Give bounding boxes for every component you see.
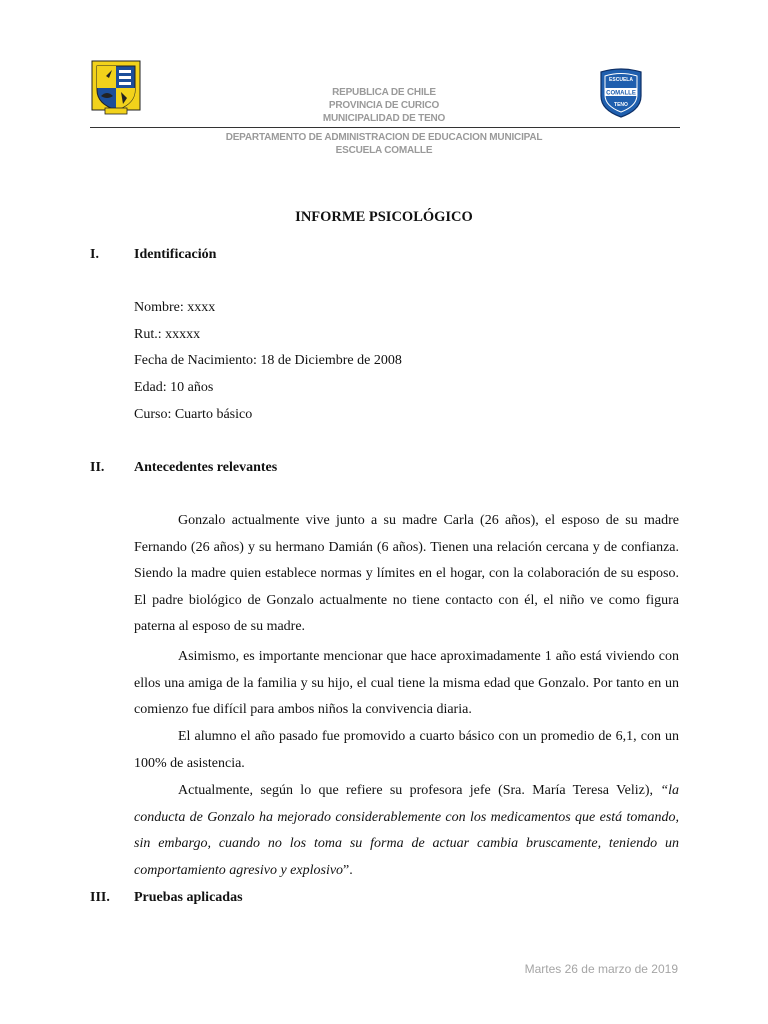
header-divider [90, 127, 680, 128]
field-edad: Edad: 10 años [134, 380, 214, 395]
teacher-quote-end: ”. [343, 862, 353, 878]
badge-mid-text: COMALLE [606, 90, 636, 97]
header-country: REPUBLICA DE CHILE [332, 87, 436, 98]
section-2-title: Antecedentes relevantes [134, 460, 278, 475]
field-rut: Rut.: xxxxx [134, 327, 201, 342]
teacher-report-intro: Actualmente, según lo que refiere su profesora jefe (Sra. María Teresa Veliz), [178, 783, 661, 798]
footer-date: Martes 26 de marzo de 2019 [524, 962, 678, 976]
header-province: PROVINCIA DE CURICO [328, 100, 440, 111]
section-1-title: Identificación [134, 247, 217, 262]
paragraph-academic: El alumno el año pasado fue promovido a cuarto básico con un promedio de 6,1, con un 100% de asistencia. [134, 729, 679, 771]
section-3-number: III. [90, 890, 110, 905]
badge-top-text: ESCUELA [609, 77, 633, 83]
section-3-title: Pruebas aplicadas [134, 890, 243, 905]
section-1-number: I. [90, 247, 99, 262]
field-nombre: Nombre: xxxx [134, 300, 216, 315]
document-title: INFORME PSICOLÓGICO [295, 209, 473, 225]
paragraph-cohabitation: Asimismo, es importante mencionar que hace aproximadamente 1 año está viviendo con ellos una amiga de la familia y su hijo, el cual tiene la misma edad que Gonzalo. Por tanto en un comienzo fue difícil para ambos niños la convivencia diaria. [134, 649, 679, 718]
badge-bottom-text: TENO [614, 102, 628, 108]
header-school: ESCUELA COMALLE [335, 145, 433, 156]
section-2-number: II. [90, 460, 105, 475]
header-department: DEPARTAMENTO DE ADMINISTRACION DE EDUCACION MUNICIPAL [225, 132, 543, 143]
field-curso: Curso: Cuarto básico [134, 407, 253, 422]
header-municipality: MUNICIPALIDAD DE TENO [322, 113, 446, 124]
teacher-quote: “la conducta de Gonzalo ha mejorado considerablemente con los medicamentos que está tomando, sin embargo, cuando no los toma su forma de actuar cambia bruscamente, teniendo un comportamiento agresivo y explosivo [134, 783, 679, 878]
paragraph-family: Gonzalo actualmente vive junto a su madre Carla (26 años), el esposo de su madre Fernando (26 años) y su hermano Damián (6 años). Tienen una relación cercana y de confianza. Siendo la madre quien establece normas y límites en el hogar, con la colaboración de su esposo. El padre biológico de Gonzalo actualmente no tiene contacto con él, el niño ve como figura paterna al esposo de su madre. [134, 513, 679, 635]
paragraph-teacher-report [134, 778, 679, 884]
field-fecha-nacimiento: Fecha de Nacimiento: 18 de Diciembre de 2008 [134, 353, 402, 368]
